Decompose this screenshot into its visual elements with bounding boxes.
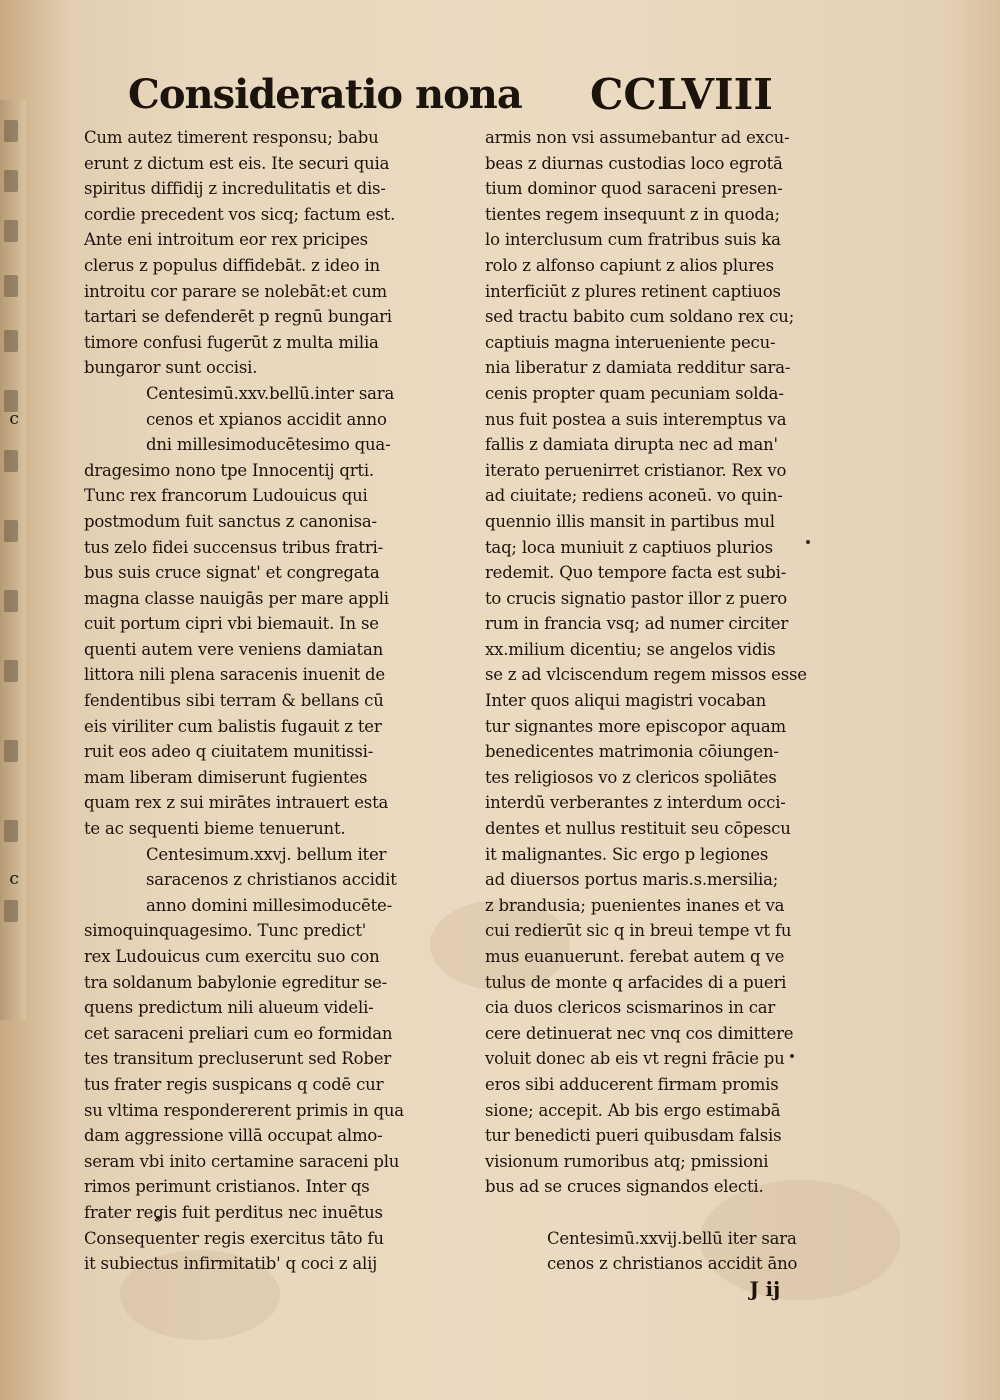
line-text: Centesimū.xxv.bellū.inter sara [146, 383, 395, 403]
line-text: dni millesimoducētesimo qua- [146, 435, 391, 455]
text-line [485, 611, 830, 637]
signature-mark: J ij [749, 1276, 780, 1301]
line-text: quam rex z sui mirātes intrauert esta [84, 793, 389, 813]
line-text: redemit. Quo tempore facta est subi- [485, 563, 787, 583]
line-text: cui redierūt sic q in breui tempe vt fu [485, 921, 792, 941]
line-text: seram vbi inito certamine saraceni plu [84, 1151, 400, 1171]
text-line [485, 714, 830, 740]
text-line [84, 1149, 434, 1175]
line-text: it malignantes. Sic ergo p legiones [485, 844, 769, 864]
text-line [84, 151, 434, 177]
line-text: tes transitum precluserunt sed Rober [84, 1049, 392, 1069]
text-line [84, 1226, 434, 1252]
text-line [485, 253, 830, 279]
text-line [485, 765, 830, 791]
line-text: interficiūt z plures retinent captiuos [485, 281, 781, 301]
text-line [485, 125, 830, 151]
text-line [9, 867, 434, 893]
line-text: Consequenter regis exercitus tāto fu [84, 1228, 384, 1248]
line-text: bus ad se cruces signandos electi. [485, 1177, 764, 1197]
line-text: tulus de monte q arfacides di a pueri [485, 972, 787, 992]
text-line [84, 714, 434, 740]
line-text: tus frater regis suspicans q codē cur [84, 1074, 384, 1094]
line-text: timore confusi fugerūt z multa milia [84, 332, 379, 352]
line-text: saracenos z christianos accidit [146, 870, 397, 890]
line-text: eis viriliter cum balistis fugauit z ter [84, 716, 382, 736]
text-line [485, 842, 830, 868]
line-text: Ante eni introitum eor rex pricipes [84, 230, 368, 250]
line-text: quens predictum nili alueum videli- [84, 998, 374, 1018]
line-text: bungaror sunt occisi. [84, 358, 258, 378]
text-line [485, 330, 830, 356]
text-line [84, 381, 434, 407]
text-line [485, 458, 830, 484]
line-text: mam liberam dimiserunt fugientes [84, 767, 368, 787]
line-text: ad diuersos portus maris.s.mersilia; [485, 870, 779, 890]
text-line [84, 509, 434, 535]
text-line [485, 355, 830, 381]
text-line [485, 688, 830, 714]
line-text: tus zelo fidei succensus tribus fratri- [84, 537, 383, 557]
line-text: it subiectus infirmitatib' q coci z alij [84, 1254, 378, 1274]
line-text: rimos perimunt cristianos. Inter qs [84, 1177, 370, 1197]
text-line [84, 842, 434, 868]
text-line [485, 407, 830, 433]
text-line [485, 560, 830, 586]
text-line [84, 304, 434, 330]
text-line [84, 432, 434, 458]
line-text: iterato peruenirret cristianor. Rex vo [485, 460, 787, 480]
text-line [485, 1174, 830, 1200]
text-line [485, 1251, 830, 1277]
text-line [84, 970, 434, 996]
text-line [84, 458, 434, 484]
text-line [84, 1251, 434, 1277]
text-line [84, 637, 434, 663]
line-text: postmodum fuit sanctus z canonisa- [84, 511, 377, 531]
line-text: anno domini millesimoducēte- [146, 895, 392, 915]
text-line [84, 227, 434, 253]
text-line [84, 535, 434, 561]
text-line [9, 407, 434, 433]
line-text: simoquinquagesimo. Tunc predict' [84, 921, 367, 941]
line-text: te ac sequenti bieme tenuerunt. [84, 819, 346, 839]
right-text-column [485, 125, 830, 1302]
text-line [485, 1098, 830, 1124]
text-line [485, 918, 830, 944]
text-line [84, 611, 434, 637]
text-line [84, 330, 434, 356]
line-text: cordie precedent vos sicq; factum est. [84, 204, 396, 224]
line-text: to crucis signatio pastor illor z puero [485, 588, 788, 608]
text-line [84, 995, 434, 1021]
line-text: fendentibus sibi terram & bellans cū [84, 691, 384, 711]
text-line [84, 1174, 434, 1200]
text-line [485, 1072, 830, 1098]
line-text: interdū verberantes z interdum occi- [485, 793, 786, 813]
line-text: captiuis magna interueniente pecu- [485, 332, 776, 352]
text-line [84, 688, 434, 714]
text-line [485, 176, 830, 202]
text-line [84, 739, 434, 765]
line-text: rolo z alfonso capiunt z alios plures [485, 255, 774, 275]
line-text: ruit eos adeo q ciuitatem munitissi- [84, 742, 374, 762]
line-text: cuit portum cipri vbi biemauit. In se [84, 614, 379, 634]
line-text: tur signantes more episcopor aquam [485, 716, 786, 736]
text-line [485, 739, 830, 765]
text-line [485, 995, 830, 1021]
line-text: cere detinuerat nec vnq cos dimittere [485, 1023, 794, 1043]
text-line [84, 1046, 434, 1072]
text-line [84, 918, 434, 944]
text-line [84, 893, 434, 919]
text-line [485, 304, 830, 330]
line-text: dentes et nullus restituit seu cōpescu [485, 819, 791, 839]
line-text: erunt z dictum est eis. Ite securi quia [84, 153, 390, 173]
line-text: z brandusia; puenientes inanes et va [485, 895, 785, 915]
line-text: littora nili plena saracenis inuenit de [84, 665, 385, 685]
text-line [485, 662, 830, 688]
margin-letter: c [9, 408, 19, 429]
folio-number: CCLVIII [590, 70, 773, 119]
text-line [485, 227, 830, 253]
text-line [84, 790, 434, 816]
text-line [485, 867, 830, 893]
text-line [84, 662, 434, 688]
line-text: nia liberatur z damiata redditur sara- [485, 358, 791, 378]
line-text: dam aggressione villā occupat almo- [84, 1126, 383, 1146]
text-line [485, 1226, 830, 1252]
line-text: quenti autem vere veniens damiatan [84, 639, 384, 659]
running-title: Consideratio nona [128, 71, 522, 118]
text-line [84, 1098, 434, 1124]
text-line [485, 1149, 830, 1175]
text-line [485, 1021, 830, 1047]
line-text: voluit donec ab eis vt regni frācie pu [485, 1049, 785, 1069]
text-line [84, 1200, 434, 1226]
text-line [485, 893, 830, 919]
text-line [485, 509, 830, 535]
line-text: cet saraceni preliari cum eo formidan [84, 1023, 393, 1043]
text-line [485, 637, 830, 663]
line-text: sed tractu babito cum soldano rex cu; [485, 307, 795, 327]
line-text: eros sibi adducerent firmam promis [485, 1074, 779, 1094]
text-line [84, 586, 434, 612]
line-text: dragesimo nono tpe Innocentij qrti. [84, 460, 374, 480]
line-text: tartari se defenderēt p regnū bungari [84, 307, 392, 327]
text-line [485, 432, 830, 458]
line-text: cenos et xpianos accidit anno [146, 409, 387, 429]
line-text: tientes regem insequunt z in quoda; [485, 204, 780, 224]
line-text: Cum autez timerent responsu; babu [84, 128, 379, 147]
line-text: bus suis cruce signat' et congregata [84, 563, 380, 583]
text-line [485, 381, 830, 407]
line-text: lo interclusum cum fratribus suis ka [485, 230, 781, 250]
text-line [84, 816, 434, 842]
text-line [84, 1072, 434, 1098]
text-line [84, 944, 434, 970]
margin-letter: c [9, 869, 19, 890]
line-text: benedicentes matrimonia cōiungen- [485, 742, 779, 762]
line-text: cenis propter quam pecuniam solda- [485, 383, 784, 403]
line-text: magna classe nauigās per mare appli [84, 588, 389, 608]
text-line [84, 202, 434, 228]
paragraph-gap [485, 1200, 830, 1226]
line-text: tes religiosos vo z clericos spoliātes [485, 767, 777, 787]
text-line [84, 125, 434, 151]
line-text: armis non vsi assumebantur ad excu- [485, 128, 790, 147]
text-line [485, 944, 830, 970]
line-text: tur benedicti pueri quibusdam falsis [485, 1126, 782, 1146]
text-line [485, 970, 830, 996]
line-text: rex Ludouicus cum exercitu suo con [84, 947, 380, 966]
line-text: rum in francia vsq; ad numer circiter [485, 614, 789, 634]
line-text: clerus z populus diffidebāt. z ideo in [84, 255, 380, 275]
line-text: visionum rumoribus atq; pmissioni [485, 1151, 769, 1171]
line-text: Centesimum.xxvj. bellum iter [146, 844, 387, 864]
line-text: mus euanuerunt. ferebat autem q ve [485, 947, 785, 966]
line-text: fallis z damiata dirupta nec ad man' [485, 435, 778, 455]
text-line [84, 176, 434, 202]
text-line [485, 151, 830, 177]
line-text: Inter quos aliqui magistri vocaban [485, 691, 766, 711]
text-line [84, 279, 434, 305]
text-line [485, 816, 830, 842]
text-line [485, 535, 830, 561]
line-text: spiritus diffidij z incredulitatis et dis- [84, 179, 386, 199]
text-line [485, 1123, 830, 1149]
line-text: taq; loca muniuit z captiuos plurios [485, 537, 773, 557]
line-text: frater regis fuit perditus nec inuētus [84, 1202, 383, 1222]
text-line [485, 279, 830, 305]
line-text: Centesimū.xxvij.bellū iter sara [547, 1228, 797, 1248]
line-text: nus fuit postea a suis interemptus va [485, 409, 787, 429]
line-text: beas z diurnas custodias loco egrotā [485, 153, 783, 173]
left-text-column [9, 125, 434, 1277]
line-text: cenos z christianos accidit āno [547, 1254, 798, 1274]
text-line [485, 483, 830, 509]
line-text: tium dominor quod saraceni presen- [485, 179, 783, 199]
text-line [84, 1123, 434, 1149]
text-line [485, 1046, 830, 1072]
text-line [84, 483, 434, 509]
line-text: se z ad vlciscendum regem missos esse [485, 665, 807, 685]
line-text: xx.milium dicentiu; se angelos vidis [485, 639, 776, 659]
line-text: cia duos clericos scismarinos in car [485, 998, 776, 1018]
line-text: sione; accepit. Ab bis ergo estimabā [485, 1100, 781, 1120]
line-text: introitu cor parare se nolebāt:et cum [84, 281, 387, 301]
line-text: ad ciuitate; rediens aconeū. vo quin- [485, 486, 783, 506]
text-line [84, 765, 434, 791]
text-line [84, 560, 434, 586]
text-line [84, 253, 434, 279]
text-line [485, 790, 830, 816]
line-text: Tunc rex francorum Ludouicus qui [84, 486, 368, 506]
text-line [485, 586, 830, 612]
text-line [84, 355, 434, 381]
text-line [485, 202, 830, 228]
line-text: tra soldanum babylonie egreditur se- [84, 972, 388, 992]
line-text: quennio illis mansit in partibus mul [485, 511, 775, 531]
text-line [84, 1021, 434, 1047]
line-text: su vltima respondererent primis in qua [84, 1100, 404, 1120]
